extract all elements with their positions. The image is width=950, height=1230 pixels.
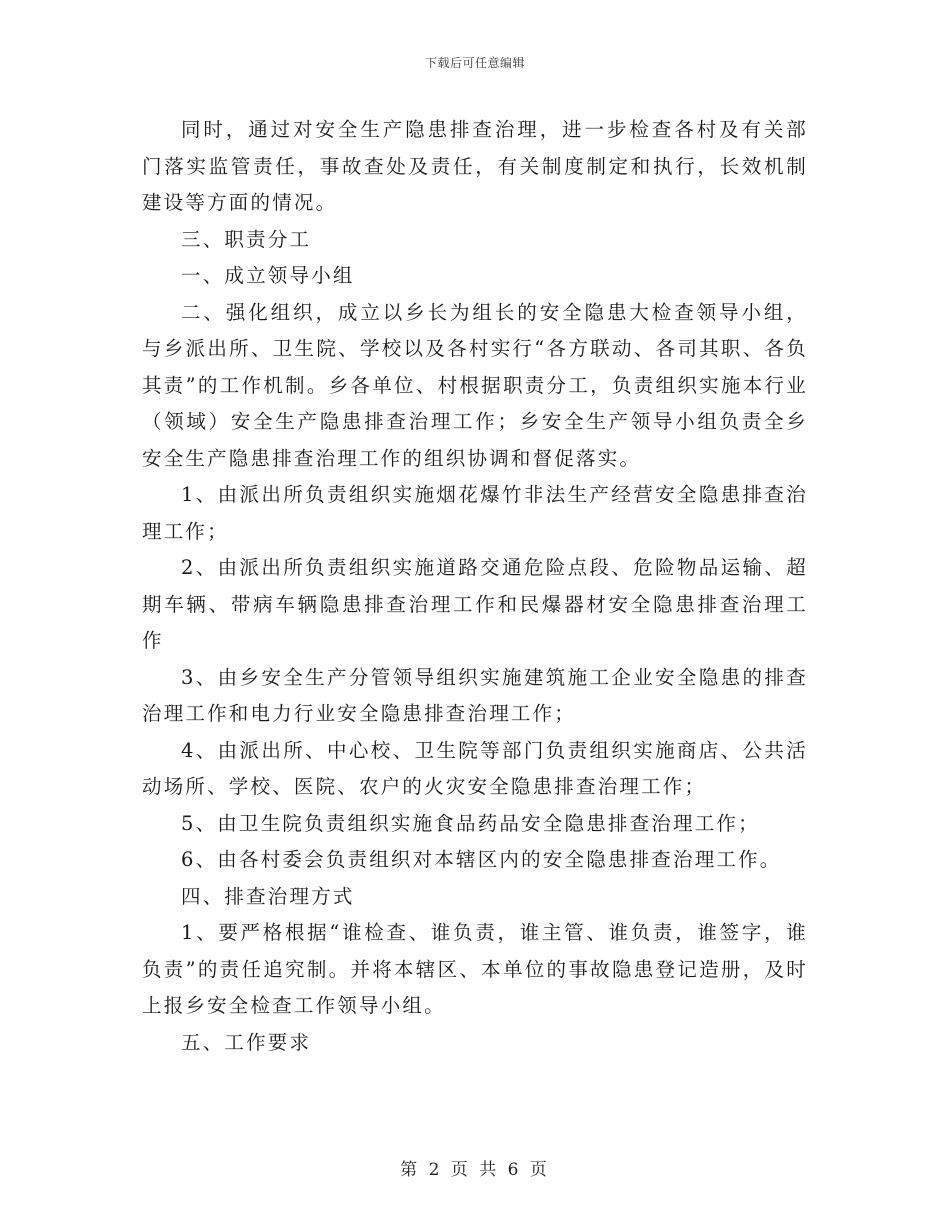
paragraph-method-1: 1、要严格根据“谁检查、谁负责，谁主管、谁负责，谁签字，谁负责”的责任追究制。并将本辖区、本单位的事故隐患登记造册，及时上报乡安全检查工作领导小组。 [142, 921, 808, 1017]
list-item-3: 3、由乡安全生产分管领导组织实施建筑施工企业安全隐患的排查治理工作和电力行业安全隐患排查治理工作； [142, 665, 808, 725]
list-item-6: 6、由各村委会负责组织对本辖区内的安全隐患排查治理工作。 [181, 848, 782, 871]
page-number-footer: 第 2 页 共 6 页 [400, 1160, 550, 1180]
section-heading-responsibilities: 三、职责分工 [181, 227, 312, 251]
list-item-5: 5、由卫生院负责组织实施食品药品安全隐患排查治理工作； [181, 811, 760, 835]
paragraph-organization: 二、强化组织，成立以乡长为组长的安全隐患大检查领导小组，与乡派出所、卫生院、学校以及各村实行“各方联动、各司其职、各负其责”的工作机制。乡各单位、村根据职责分工，负责组织实施本行业（领域）安全生产隐患排查治理工作；乡安全生产领导小组负责全乡安全生产隐患排查治理工作的组织协调和督促落实。 [142, 300, 808, 470]
list-item-1: 1、由派出所负责组织实施烟花爆竹非法生产经营安全隐患排查治理工作； [142, 483, 808, 543]
section-heading-requirements: 五、工作要求 [181, 1030, 312, 1054]
page-header-note: 下载后可任意编辑 [424, 56, 525, 70]
paragraph-intro: 同时，通过对安全生产隐患排查治理，进一步检查各村及有关部门落实监管责任，事故查处及责任，有关制度制定和执行，长效机制建设等方面的情况。 [142, 118, 808, 214]
list-item-2: 2、由派出所负责组织实施道路交通危险点段、危险物品运输、超期车辆、带病车辆隐患排查治理工作和民爆器材安全隐患排查治理工作 [142, 556, 808, 652]
document-body [142, 112, 808, 1061]
subheading-leading-group: 一、成立领导小组 [181, 264, 355, 287]
section-heading-methods: 四、排查治理方式 [181, 884, 355, 908]
list-item-4: 4、由派出所、中心校、卫生院等部门负责组织实施商店、公共活动场所、学校、医院、农户的火灾安全隐患排查治理工作； [142, 738, 808, 798]
